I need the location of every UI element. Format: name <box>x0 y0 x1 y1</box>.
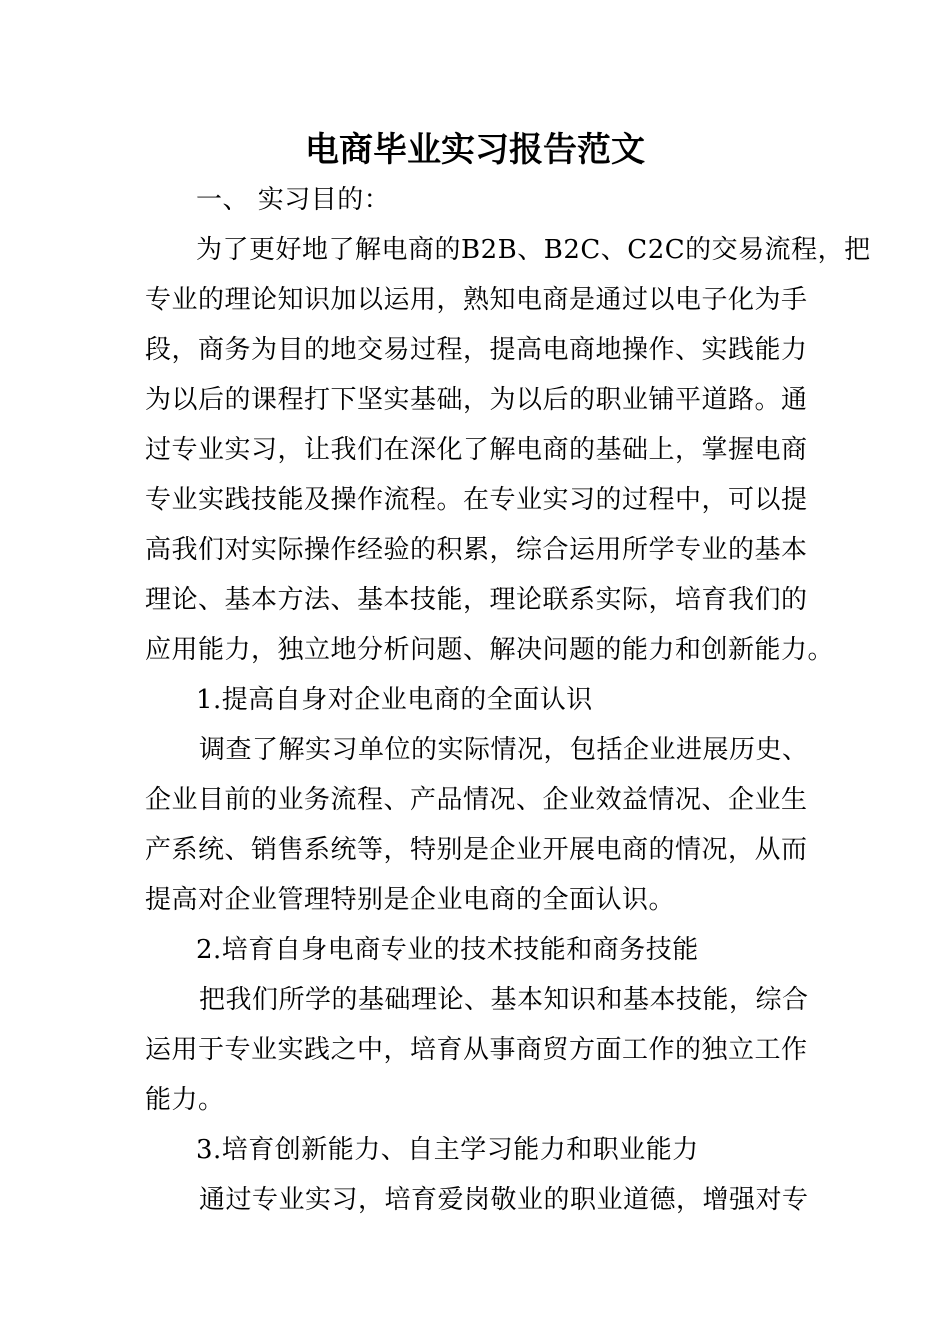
paragraph-line: 产系统、销售系统等，特别是企业开展电商的情况，从而 <box>145 835 808 865</box>
paragraph-line: 理论、基本方法、基本技能，理论联系实际，培育我们的 <box>145 585 808 615</box>
document-title: 电商毕业实习报告范文 <box>305 130 645 170</box>
section-heading: 一、 实习目的： <box>196 185 391 215</box>
subsection-heading: 2.培育自身电商专业的技术技能和商务技能 <box>196 935 699 965</box>
paragraph-line: 段，商务为目的地交易过程，提高电商地操作、实践能力 <box>145 335 808 365</box>
paragraph-line: 调查了解实习单位的实际情况，包括企业进展历史、 <box>199 735 809 765</box>
paragraph-line: 提高对企业管理特别是企业电商的全面认识。 <box>145 885 676 915</box>
paragraph-line: 应用能力，独立地分析问题、解决问题的能力和创新能力。 <box>145 635 835 665</box>
paragraph-line: 为了更好地了解电商的B2B、B2C、C2C的交易流程，把 <box>196 235 871 265</box>
subsection-heading: 3.培育创新能力、自主学习能力和职业能力 <box>196 1135 699 1165</box>
paragraph-line: 高我们对实际操作经验的积累，综合运用所学专业的基本 <box>145 535 808 565</box>
paragraph-line: 企业目前的业务流程、产品情况、企业效益情况、企业生 <box>145 785 808 815</box>
paragraph-line: 通过专业实习，培育爱岗敬业的职业道德，增强对专 <box>199 1185 809 1215</box>
paragraph-line: 运用于专业实践之中，培育从事商贸方面工作的独立工作 <box>145 1035 808 1065</box>
paragraph-line: 专业的理论知识加以运用，熟知电商是通过以电子化为手 <box>145 285 808 315</box>
paragraph-line: 专业实践技能及操作流程。在专业实习的过程中，可以提 <box>145 485 808 515</box>
paragraph-line: 过专业实习，让我们在深化了解电商的基础上，掌握电商 <box>145 435 808 465</box>
paragraph-line: 把我们所学的基础理论、基本知识和基本技能，综合 <box>199 985 809 1015</box>
paragraph-line: 为以后的课程打下坚实基础，为以后的职业铺平道路。通 <box>145 385 808 415</box>
subsection-heading: 1.提高自身对企业电商的全面认识 <box>196 685 593 715</box>
paragraph-line: 能力。 <box>145 1085 225 1115</box>
